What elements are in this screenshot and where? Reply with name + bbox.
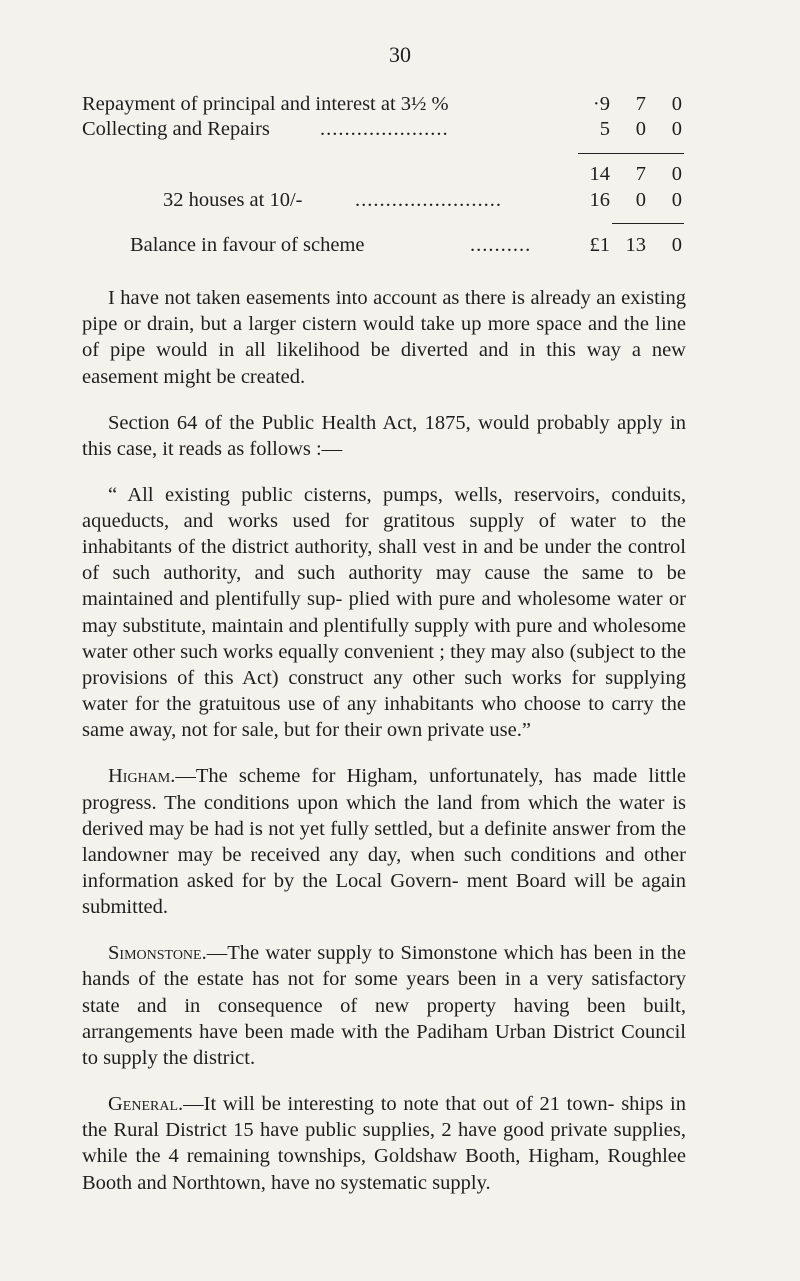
paragraph-text: —It will be interesting to note that out of 21 town- ships in the Rural District 15 have public supplies, 2 have good private supplies, while the 4 remaining townships, Goldshaw Booth, Higham, Roughlee Booth and Northtown, have no systematic supply. bbox=[82, 1092, 686, 1194]
account-row bbox=[0, 118, 800, 144]
balance-rule bbox=[612, 223, 684, 224]
leader-dots: ........................ bbox=[355, 189, 502, 211]
paragraph-section-64 bbox=[82, 410, 686, 462]
amount-pounds: £1 bbox=[589, 234, 610, 256]
amount-pence: 0 bbox=[671, 93, 682, 115]
paragraph-text: “ All existing public cisterns, pumps, wells, reservoirs, conduits, aqueducts, and works used for gratitous supply of water to the inhabitants of the district authority, shall vest in and be under the control of such authority, and such authority may cause the same to be maintained and plentifully sup- plied with pure and wholesome water or may substitute, maintain and plentifully supply with pure and wholesome water other such works equally convenient ; they may also (subject to the provisions of this Act) construct any other such works for supplying water for the gratuitous use of any inhabitants who choose to carry the same away, not for sale, but for their own private use.” bbox=[82, 483, 686, 742]
amount-pounds: 14 bbox=[589, 163, 610, 185]
amount-shillings: 7 bbox=[635, 163, 646, 185]
page-number: 30 bbox=[389, 42, 411, 67]
paragraph-simonstone bbox=[82, 940, 686, 1071]
leader-dots: .......... bbox=[470, 234, 532, 256]
report-body bbox=[82, 285, 686, 1215]
section-lead: Simonstone. bbox=[108, 942, 207, 965]
paragraph-text: —The water supply to Simonstone which has been in the hands of the estate has not for some years been in a very satisfactory state and in consequence of new property having been built, arrangements have been made with the Padiham Urban District Council to supply the district. bbox=[82, 942, 686, 1070]
amount-pence: 0 bbox=[671, 118, 682, 140]
amount-pence: 0 bbox=[671, 163, 682, 185]
paragraph-text: —The scheme for Higham, unfortunately, has made little progress. The conditions upon which the land from which the water is derived may be had is not yet fully settled, but a definite answer from the landowner may be received any day, when such conditions and other information asked for by the Local Govern- ment Board will be again submitted. bbox=[82, 765, 686, 919]
subtotal-rule bbox=[578, 153, 684, 154]
amount-pence: 0 bbox=[671, 234, 682, 256]
paragraph-text: I have not taken easements into account as there is already an existing pipe or drain, but a larger cistern would take up more space and the line of pipe would in all likelihood be diverted and in this way a new easement might be created. bbox=[82, 287, 686, 388]
amount-shillings: 13 bbox=[625, 234, 646, 256]
account-label: 32 houses at 10/- bbox=[163, 189, 303, 211]
paragraph-quotation bbox=[82, 482, 686, 744]
amount-pounds: 5 bbox=[599, 118, 610, 140]
paragraph-easements bbox=[82, 285, 686, 390]
account-label: Repayment of principal and interest at 3½ % bbox=[82, 93, 449, 115]
account-label: Collecting and Repairs bbox=[82, 118, 270, 140]
amount-shillings: 0 bbox=[635, 118, 646, 140]
account-label: Balance in favour of scheme bbox=[130, 234, 365, 256]
leader-dots: ..................... bbox=[320, 118, 449, 140]
amount-pence: 0 bbox=[671, 189, 682, 211]
amount-shillings: 7 bbox=[635, 93, 646, 115]
amount-shillings: 0 bbox=[635, 189, 646, 211]
section-lead: General. bbox=[108, 1092, 184, 1115]
subtotal-row bbox=[0, 163, 800, 189]
balance-row bbox=[0, 234, 800, 260]
paragraph-text: Section 64 of the Public Health Act, 1875, would probably apply in this case, it reads as follows :— bbox=[82, 411, 686, 460]
paragraph-general bbox=[82, 1091, 686, 1196]
section-lead: Higham. bbox=[108, 765, 176, 788]
account-row bbox=[0, 93, 800, 119]
amount-pounds: 16 bbox=[589, 189, 610, 211]
account-row bbox=[0, 189, 800, 215]
amount-pounds: ·9 bbox=[592, 93, 610, 115]
paragraph-higham bbox=[82, 763, 686, 920]
